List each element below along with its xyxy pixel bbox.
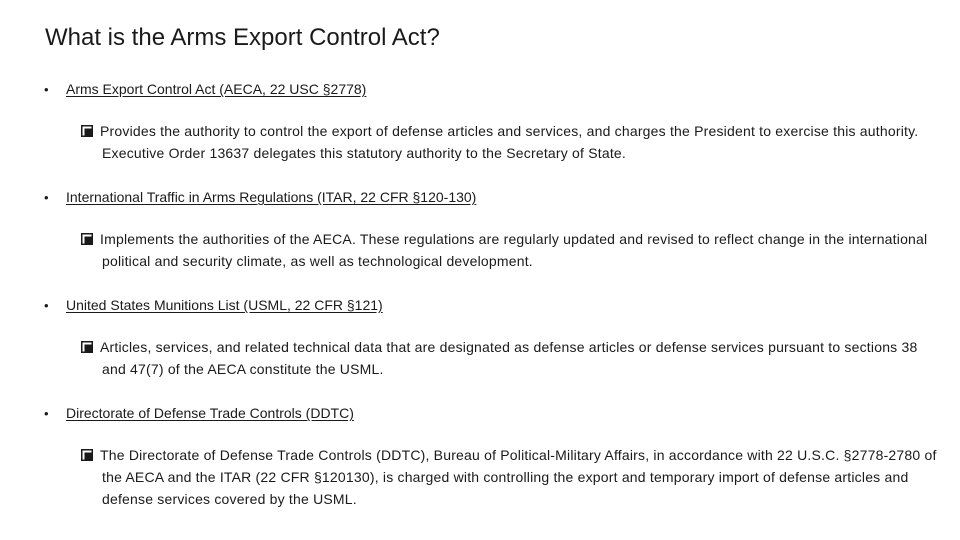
checkbox-bullet-icon [81,449,93,461]
slide-title: What is the Arms Export Control Act? [45,24,440,51]
bullet-dot: • [44,82,49,97]
heading-link-itar[interactable]: International Traffic in Arms Regulations (ITAR, 22 CFR §120-130) [66,189,477,205]
heading-link-aeca[interactable]: Arms Export Control Act (AECA, 22 USC §2778) [66,81,367,97]
bullet-item [44,80,366,99]
detail-item [81,444,942,510]
checkbox-bullet-icon [81,233,93,245]
detail-text: Articles, services, and related technical data that are designated as defense articles or defense services pursuant to sections 38 and 47(7) of the AECA constitute the USML. [100,339,918,377]
bullet-item [44,404,354,423]
bullet-item [44,296,383,315]
checkbox-bullet-icon [81,341,93,353]
bullet-dot: • [44,190,49,205]
bullet-dot: • [44,298,49,313]
detail-item [81,336,942,380]
detail-text: Provides the authority to control the export of defense articles and services, and charges the President to exercise this authority. Executive Order 13637 delegates this statutory authority to the Secretary of State. [100,123,919,161]
detail-item [81,228,942,272]
heading-link-ddtc[interactable]: Directorate of Defense Trade Controls (DDTC) [66,405,354,421]
bullet-item [44,188,476,207]
detail-text: Implements the authorities of the AECA. These regulations are regularly updated and revised to reflect change in the international political and security climate, as well as technological development. [100,231,928,269]
checkbox-bullet-icon [81,125,93,137]
detail-item [81,120,942,164]
bullet-dot: • [44,406,49,421]
detail-text: The Directorate of Defense Trade Controls (DDTC), Bureau of Political-Military Affairs, in accordance with 22 U.S.C. §2778-2780 of the AECA and the ITAR (22 CFR §120130), is charged with controlling the export and temporary import of defense articles and defense services covered by the USML. [100,447,937,507]
heading-link-usml[interactable]: United States Munitions List (USML, 22 CFR §121) [66,297,383,313]
